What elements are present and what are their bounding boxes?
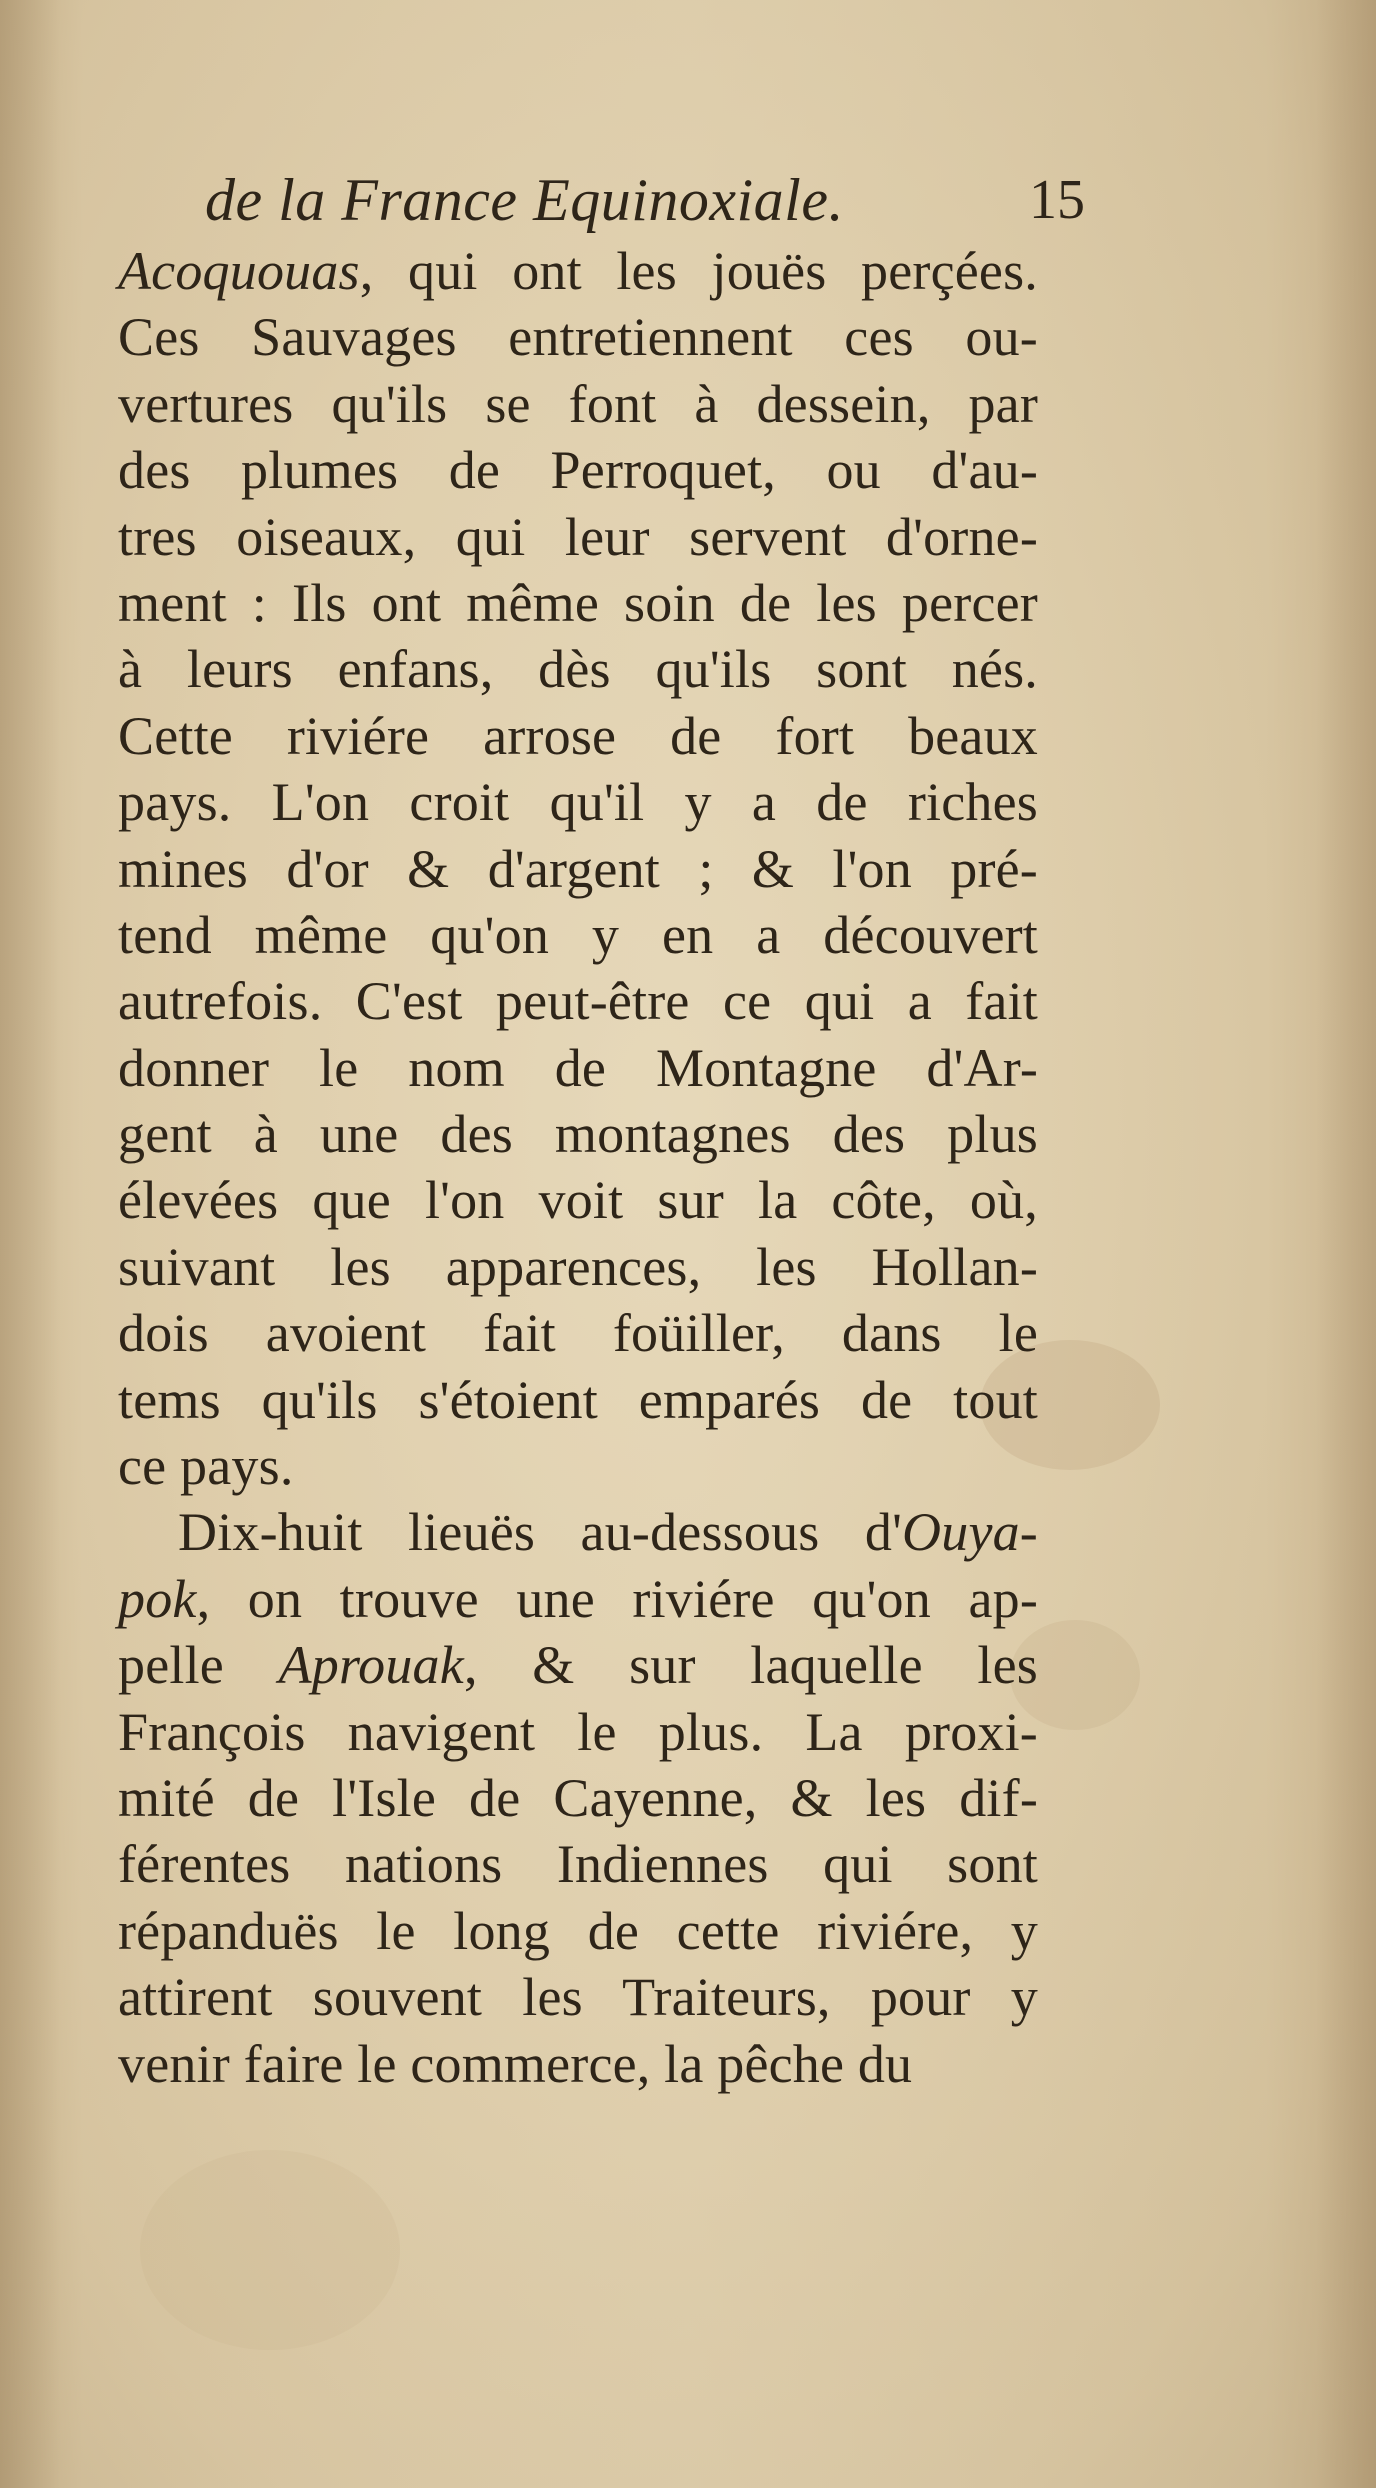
text-line <box>118 437 1038 503</box>
text-line <box>118 836 1038 902</box>
text-line <box>118 1765 1038 1831</box>
text-line <box>118 1167 1038 1233</box>
text-line <box>118 2031 1038 2097</box>
text-segment: férentes nations Indiennes qui sont <box>118 1834 1038 1895</box>
text-line <box>118 703 1038 769</box>
text-segment: Ces Sauvages entretiennent ces ou- <box>118 307 1038 368</box>
text-line <box>118 1699 1038 1765</box>
text-line <box>118 504 1038 570</box>
text-segment: élevées que l'on voit sur la côte, où, <box>118 1170 1038 1231</box>
page-edge-shadow <box>0 0 60 2488</box>
page-header <box>205 160 1085 240</box>
text-line <box>118 1964 1038 2030</box>
text-segment: suivant les apparences, les Hollan- <box>118 1236 1038 1297</box>
text-line <box>118 1632 1038 1698</box>
text-line <box>118 968 1038 1034</box>
text-segment: pelle <box>118 1635 279 1696</box>
text-segment: à leurs enfans, dès qu'ils sont nés. <box>118 639 1038 700</box>
text-line <box>118 902 1038 968</box>
text-line <box>118 238 1038 304</box>
text-line <box>118 636 1038 702</box>
text-segment: des plumes de Perroquet, ou d'au- <box>118 440 1038 501</box>
text-segment: répanduës le long de cette riviére, y <box>118 1900 1038 1961</box>
text-segment: , on trouve une riviére qu'on ap- <box>196 1568 1038 1629</box>
body-text <box>118 238 1038 2097</box>
page-number: 15 <box>1029 169 1085 231</box>
text-segment: mines d'or & d'argent ; & l'on pré- <box>118 838 1038 899</box>
text-line <box>118 1101 1038 1167</box>
text-line <box>118 1367 1038 1433</box>
italic-segment: Acoquouas <box>118 241 360 301</box>
text-segment: , qui ont les jouës perçées. <box>359 241 1038 301</box>
text-segment: ment : Ils ont même soin de les percer <box>118 572 1038 633</box>
italic-segment: Aprouak <box>278 1635 464 1696</box>
text-segment: tems qu'ils s'étoient emparés de tout <box>118 1369 1038 1430</box>
text-line <box>118 1234 1038 1300</box>
text-segment: autrefois. C'est peut-être ce qui a fait <box>118 971 1038 1032</box>
text-line <box>118 1035 1038 1101</box>
text-segment: ce pays. <box>118 1436 294 1497</box>
text-line <box>118 1898 1038 1964</box>
italic-segment: pok <box>118 1568 197 1629</box>
text-line <box>118 1300 1038 1366</box>
text-line <box>118 1499 1038 1565</box>
text-line <box>118 1566 1038 1632</box>
text-segment: attirent souvent les Traiteurs, pour y <box>118 1967 1038 2028</box>
text-segment: , & sur laquelle les <box>463 1635 1038 1696</box>
text-line <box>118 304 1038 370</box>
text-segment: mité de l'Isle de Cayenne, & les dif- <box>118 1767 1038 1828</box>
text-segment: gent à une des montagnes des plus <box>118 1104 1038 1165</box>
text-segment: vertures qu'ils se font à dessein, par <box>118 373 1038 434</box>
text-line <box>118 371 1038 437</box>
text-line <box>118 1831 1038 1897</box>
running-title: de la France Equinoxiale. <box>205 167 844 233</box>
text-segment: donner le nom de Montagne d'Ar- <box>118 1037 1038 1098</box>
text-segment: Dix-huit lieuës au-dessous d' <box>178 1502 903 1563</box>
text-segment: pays. L'on croit qu'il y a de riches <box>118 772 1038 833</box>
paper-stain <box>140 2150 400 2350</box>
page-edge-shadow <box>1316 0 1376 2488</box>
text-segment: François navigent le plus. La proxi- <box>118 1701 1038 1762</box>
text-segment: Cette riviére arrose de fort beaux <box>118 705 1038 766</box>
text-segment: venir faire le commerce, la pêche du <box>118 2033 913 2094</box>
text-segment: tres oiseaux, qui leur servent d'orne- <box>118 506 1038 567</box>
text-line <box>118 570 1038 636</box>
italic-segment: Ouya- <box>902 1502 1038 1563</box>
text-segment: tend même qu'on y en a découvert <box>118 904 1038 965</box>
text-segment: dois avoient fait foüiller, dans le <box>118 1303 1038 1364</box>
text-line <box>118 769 1038 835</box>
text-line <box>118 1433 1038 1499</box>
